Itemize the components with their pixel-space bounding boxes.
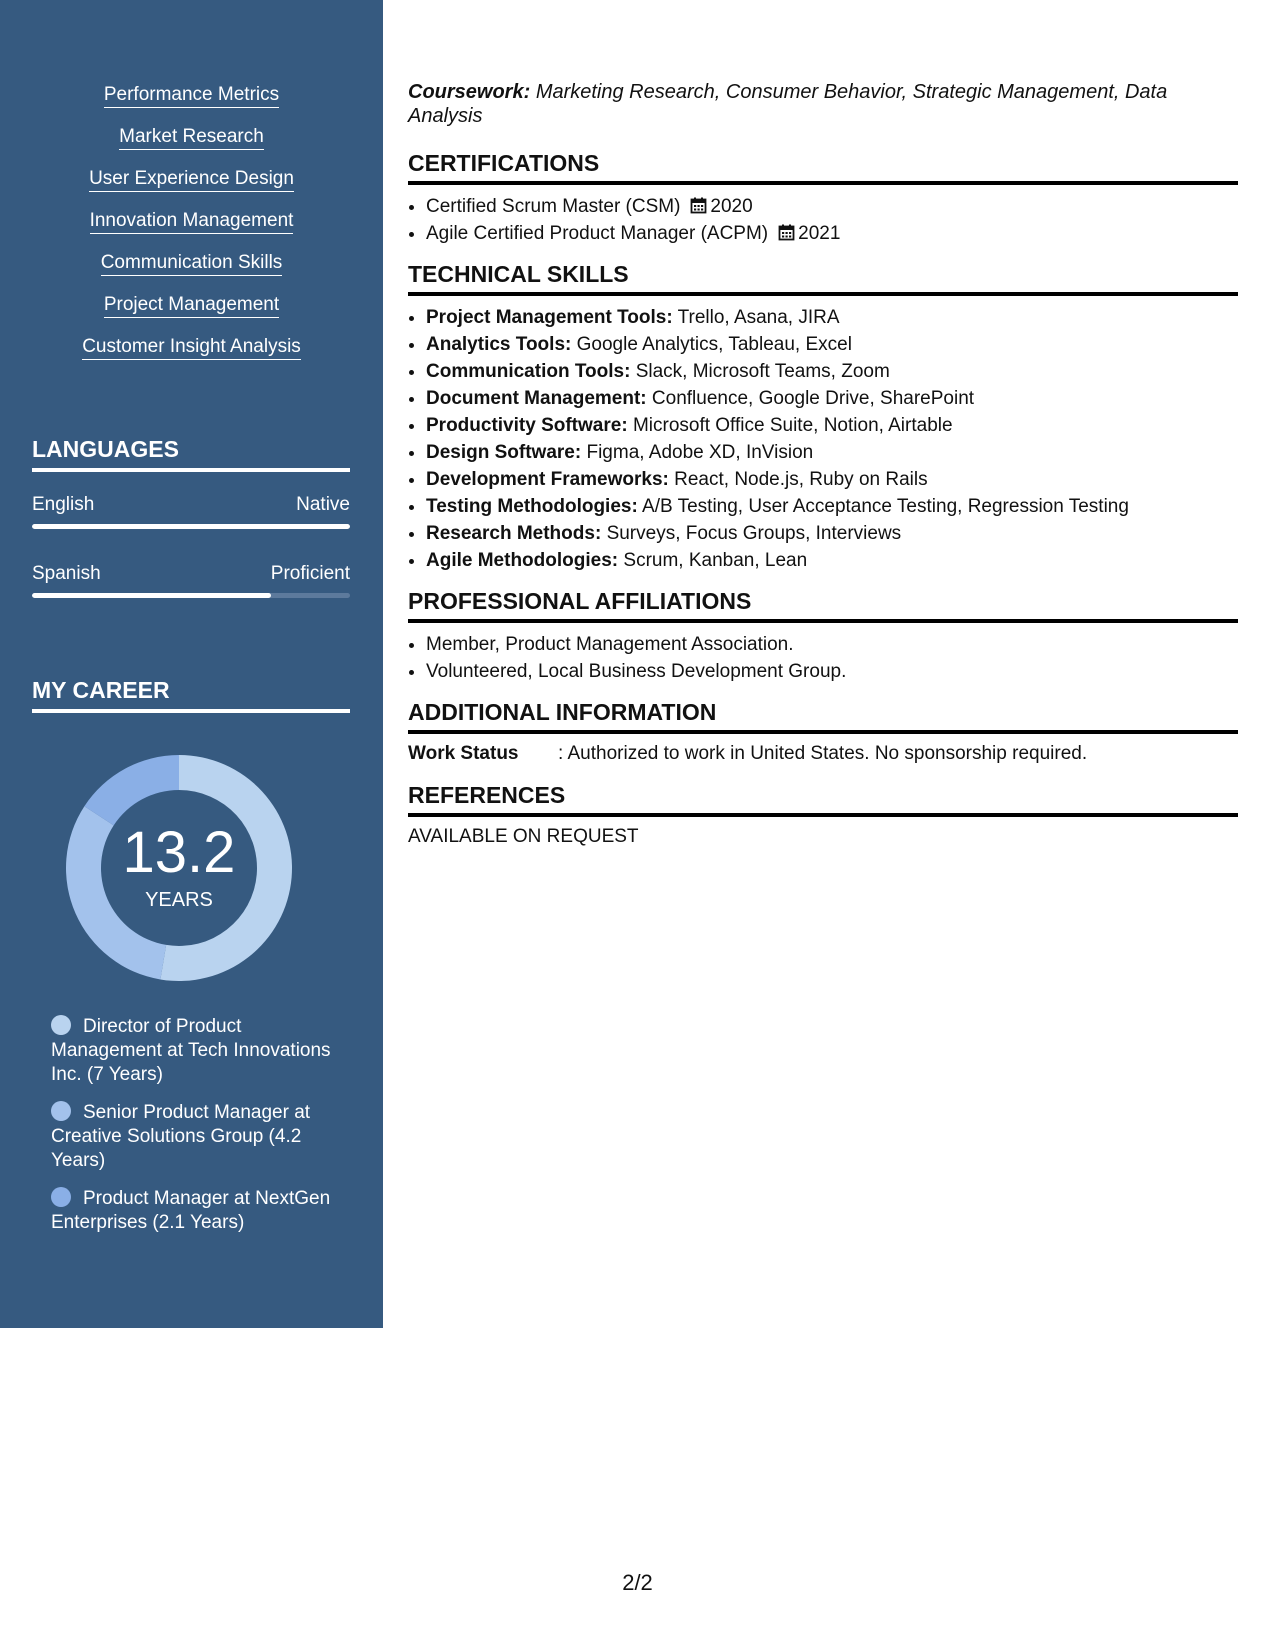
- career-label: Director of Product Management at Tech Innovations Inc. (7 Years): [51, 1016, 331, 1085]
- affiliation-item: • Member, Product Management Association.: [426, 631, 1238, 658]
- language-proficiency-bar: [32, 593, 350, 598]
- skill-link[interactable]: Market Research: [119, 126, 264, 150]
- career-item: [51, 1101, 331, 1173]
- technical-skill-item: [426, 331, 1238, 358]
- technical-skill-item: [426, 358, 1238, 385]
- coursework: [408, 80, 1238, 128]
- certification-year: 2020: [710, 196, 753, 217]
- career-heading: MY CAREER: [32, 677, 350, 713]
- technical-skill-item: [426, 439, 1238, 466]
- skill-category: Development Frameworks:: [426, 469, 669, 490]
- affiliations-heading: PROFESSIONAL AFFILIATIONS: [408, 588, 1238, 623]
- skill-values: Scrum, Kanban, Lean: [623, 550, 808, 571]
- skill-category: Research Methods:: [426, 523, 602, 544]
- certifications-heading: CERTIFICATIONS: [408, 150, 1238, 185]
- technical-skill-item: [426, 466, 1238, 493]
- technical-skill-item: [426, 412, 1238, 439]
- career-donut-slice: [84, 755, 179, 825]
- skill-values: Confluence, Google Drive, SharePoint: [651, 388, 975, 409]
- main-content: [408, 80, 1238, 849]
- career-label: Product Manager at NextGen Enterprises (2.1 Years): [51, 1188, 331, 1233]
- career-item: [51, 1187, 331, 1235]
- technical-skill-item: [426, 304, 1238, 331]
- career-total-years: 13.2: [122, 820, 236, 885]
- language-level: Proficient: [270, 563, 350, 584]
- skill-values: Slack, Microsoft Teams, Zoom: [635, 361, 890, 382]
- skill-link[interactable]: Customer Insight Analysis: [82, 336, 301, 360]
- skills-list: [0, 84, 383, 378]
- certification-name: Agile Certified Product Manager (ACPM): [426, 223, 769, 244]
- skill-values: Trello, Asana, JIRA: [677, 307, 840, 328]
- technical-skills-heading: TECHNICAL SKILLS: [408, 261, 1238, 296]
- technical-skill-item: [426, 547, 1238, 574]
- affiliation-item: • Volunteered, Local Business Development Group.: [426, 658, 1238, 685]
- skill-link[interactable]: User Experience Design: [89, 168, 294, 192]
- skill-link[interactable]: Project Management: [104, 294, 279, 318]
- page-number: 2/2: [622, 1570, 653, 1595]
- skill-category: Agile Methodologies:: [426, 550, 619, 571]
- skill-values: Figma, Adobe XD, InVision: [586, 442, 814, 463]
- work-status-label: Work Status: [408, 743, 519, 764]
- language-proficiency-fill: [32, 593, 271, 598]
- career-label: Senior Product Manager at Creative Solutions Group (4.2 Years): [51, 1102, 311, 1171]
- coursework-label: Coursework:: [408, 81, 531, 103]
- certification-item: [426, 220, 1238, 247]
- certifications-list: [408, 193, 1238, 247]
- language-name: English: [32, 494, 95, 515]
- certification-name: Certified Scrum Master (CSM): [426, 196, 681, 217]
- languages-heading: LANGUAGES: [32, 436, 350, 472]
- certification-year: 2021: [798, 223, 841, 244]
- skill-category: Testing Methodologies:: [426, 496, 638, 517]
- language-row: [32, 563, 350, 585]
- technical-skill-item: [426, 493, 1238, 520]
- skill-category: Project Management Tools:: [426, 307, 673, 328]
- additional-info-heading: ADDITIONAL INFORMATION: [408, 699, 1238, 734]
- skill-category: Productivity Software:: [426, 415, 628, 436]
- skill-link[interactable]: Innovation Management: [90, 210, 294, 234]
- language-level: Native: [296, 494, 350, 515]
- affiliations-list: [408, 631, 1238, 685]
- calendar-icon: [690, 197, 707, 214]
- skill-values: Surveys, Focus Groups, Interviews: [606, 523, 902, 544]
- sidebar: [0, 0, 383, 1328]
- skill-category: Analytics Tools:: [426, 334, 572, 355]
- language-proficiency-fill: [32, 524, 350, 529]
- technical-skill-item: [426, 520, 1238, 547]
- work-status-value: : Authorized to work in United States. No sponsorship required.: [558, 743, 1088, 764]
- career-dot-icon: [51, 1187, 71, 1207]
- language-proficiency-bar: [32, 524, 350, 529]
- career-dot-icon: [51, 1015, 71, 1035]
- skill-values: Google Analytics, Tableau, Excel: [576, 334, 852, 355]
- career-list: [51, 1015, 331, 1249]
- technical-skill-item: [426, 385, 1238, 412]
- skill-values: Microsoft Office Suite, Notion, Airtable: [632, 415, 953, 436]
- work-status-row: [408, 742, 1238, 766]
- skill-category: Document Management:: [426, 388, 647, 409]
- coursework-text: Marketing Research, Consumer Behavior, Strategic Management, Data Analysis: [408, 81, 1168, 127]
- skill-category: Communication Tools:: [426, 361, 631, 382]
- skill-link[interactable]: Communication Skills: [101, 252, 283, 276]
- skill-values: A/B Testing, User Acceptance Testing, Regression Testing: [642, 496, 1129, 517]
- career-item: [51, 1015, 331, 1087]
- references-heading: REFERENCES: [408, 782, 1238, 817]
- calendar-icon: [778, 224, 795, 241]
- skill-link[interactable]: Performance Metrics: [104, 84, 279, 108]
- certification-item: [426, 193, 1238, 220]
- career-total-unit: YEARS: [145, 889, 213, 911]
- career-dot-icon: [51, 1101, 71, 1121]
- skill-values: React, Node.js, Ruby on Rails: [674, 469, 928, 490]
- references-text: AVAILABLE ON REQUEST: [408, 826, 639, 847]
- skill-category: Design Software:: [426, 442, 582, 463]
- language-name: Spanish: [32, 563, 101, 584]
- language-row: [32, 494, 350, 516]
- technical-skills-list: [408, 304, 1238, 574]
